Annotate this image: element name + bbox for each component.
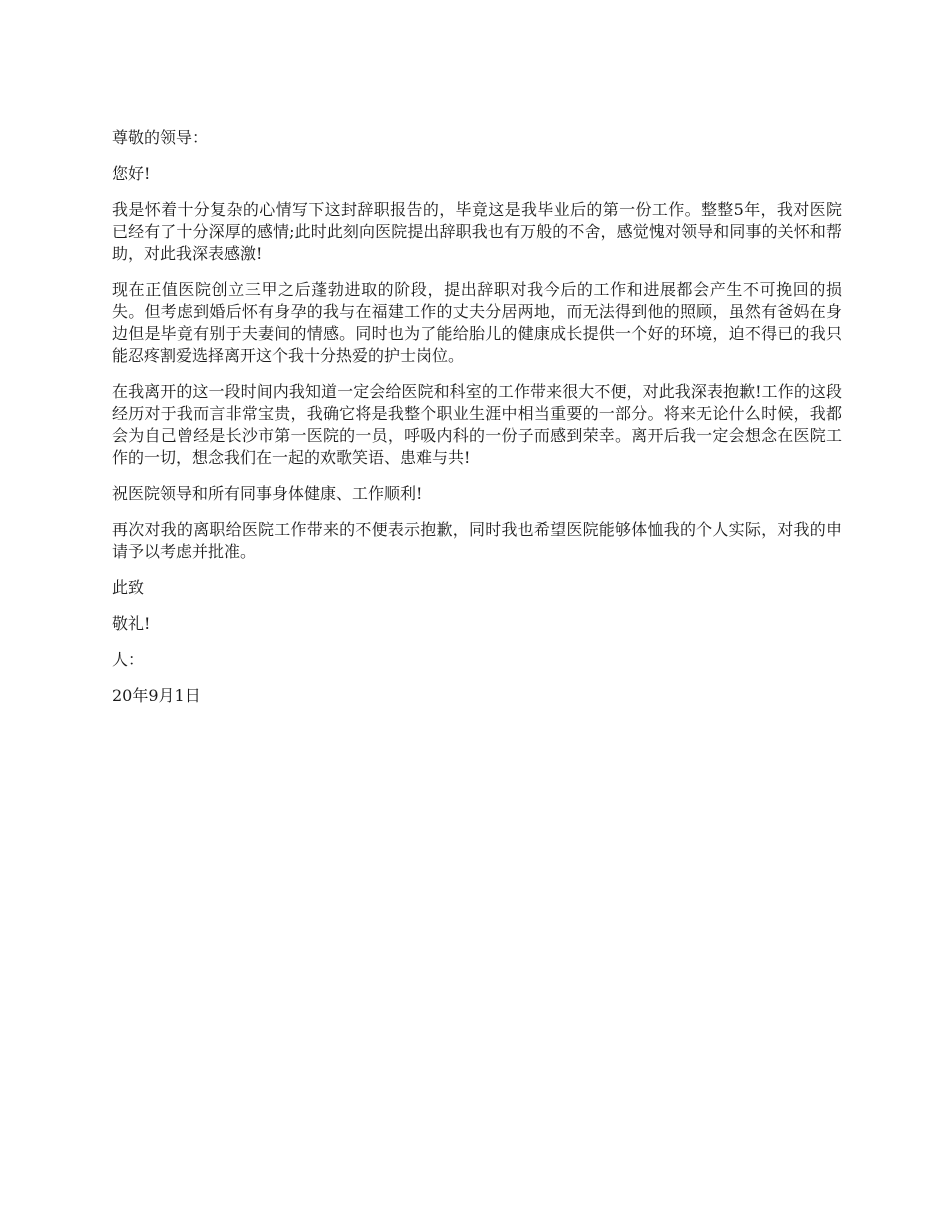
closing-line-2: 敬礼! [112,614,151,633]
date-line: 20年9月1日 [112,686,201,705]
closing-line-1: 此致 [112,578,145,597]
body-paragraph-3: 在我离开的这一段时间内我知道一定会给医院和科室的工作带来很大不便，对此我深表抱歉!工作的这段经历对于我而言非常宝贵，我确它将是我整个职业生涯中相当重要的一部分。将来无论什么时候，我都会为自己曾经是长沙市第一医院的一员，呼吸内科的一份子而感到荣幸。离开后我一定会想念在医院工作的一切，想念我们在一起的欢歌笑语、患难与共! [112,382,842,467]
body-paragraph-4: 祝医院领导和所有同事身体健康、工作顺利! [112,484,423,503]
body-paragraph-1: 我是怀着十分复杂的心情写下这封辞职报告的，毕竟这是我毕业后的第一份工作。整整5年，我对医院已经有了十分深厚的感情;此时此刻向医院提出辞职我也有万般的不舍，感觉愧对领导和同事的关怀和帮助，对此我深表感激! [112,200,842,263]
greeting: 您好! [112,164,151,183]
salutation: 尊敬的领导： [112,128,209,147]
body-paragraph-2: 现在正值医院创立三甲之后蓬勃进取的阶段，提出辞职对我今后的工作和进展都会产生不可挽回的损失。但考虑到婚后怀有身孕的我与在福建工作的丈夫分居两地，而无法得到他的照顾，虽然有爸妈在身边但是毕竟有别于夫妻间的情感。同时也为了能给胎儿的健康成长提供一个好的环境，迫不得已的我只能忍疼割爱选择离开这个我十分热爱的护士岗位。 [112,280,842,365]
body-paragraph-5: 再次对我的离职给医院工作带来的不便表示抱歉，同时我也希望医院能够体恤我的个人实际，对我的申请予以考虑并批准。 [112,520,842,561]
letter-page [112,127,842,721]
signature-line: 人： [112,650,145,669]
